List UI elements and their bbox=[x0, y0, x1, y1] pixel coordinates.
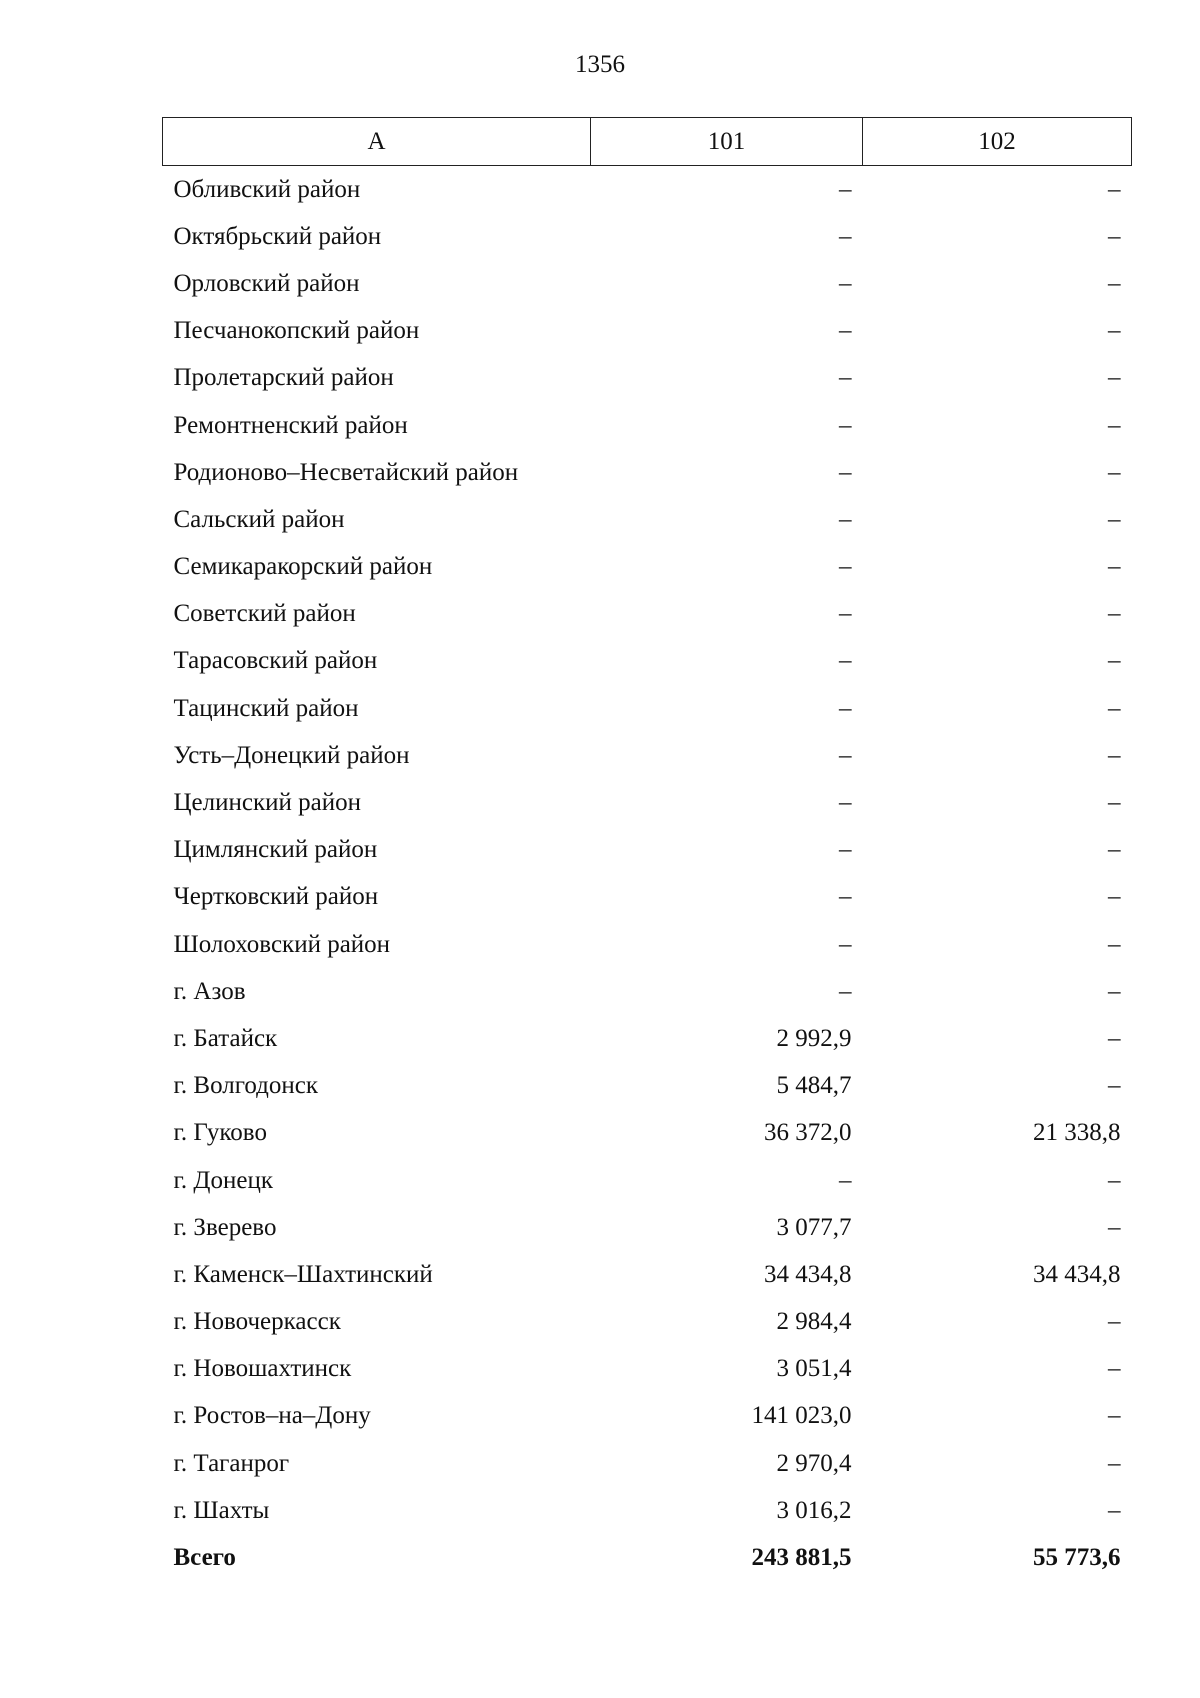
row-name: г. Гуково bbox=[173, 1119, 267, 1147]
header-column-a: А bbox=[163, 118, 591, 166]
total-row bbox=[163, 1534, 1132, 1581]
row-value-101: – bbox=[839, 741, 852, 769]
row-value-101: 5 484,7 bbox=[776, 1072, 852, 1100]
row-value-102: – bbox=[1108, 694, 1121, 722]
row-value-101: 3 077,7 bbox=[776, 1213, 852, 1241]
total-value-101: 243 881,5 bbox=[751, 1544, 852, 1572]
row-value-101: 141 023,0 bbox=[751, 1402, 852, 1430]
table-row bbox=[163, 1251, 1132, 1298]
row-value-101: 36 372,0 bbox=[764, 1119, 852, 1147]
row-value-102: – bbox=[1108, 1166, 1121, 1194]
table-body bbox=[163, 166, 1132, 1582]
row-name: г. Донецк bbox=[173, 1166, 273, 1194]
row-value-102: – bbox=[1108, 1308, 1121, 1336]
row-value-102: – bbox=[1108, 505, 1121, 533]
row-value-101: – bbox=[839, 364, 852, 392]
row-value-101: – bbox=[839, 269, 852, 297]
row-name: Родионово–Несветайский район bbox=[173, 458, 519, 486]
row-value-102: – bbox=[1108, 1402, 1121, 1430]
row-value-102: – bbox=[1108, 411, 1121, 439]
row-value-102: – bbox=[1108, 600, 1121, 628]
row-name: Шолоховский район bbox=[173, 930, 391, 958]
row-name: Ремонтненский район bbox=[173, 411, 408, 439]
row-value-101: – bbox=[839, 553, 852, 581]
row-value-101: 2 970,4 bbox=[776, 1449, 852, 1477]
table-row bbox=[163, 1346, 1132, 1393]
row-value-101: – bbox=[839, 789, 852, 817]
row-value-101: 2 984,4 bbox=[776, 1308, 852, 1336]
row-name: Орловский район bbox=[173, 269, 360, 297]
row-value-101: – bbox=[839, 883, 852, 911]
table-row bbox=[163, 355, 1132, 402]
row-value-102: – bbox=[1108, 977, 1121, 1005]
table-row bbox=[163, 638, 1132, 685]
row-value-101: – bbox=[839, 836, 852, 864]
header-column-102: 102 bbox=[863, 118, 1132, 166]
row-value-101: – bbox=[839, 222, 852, 250]
row-value-102: – bbox=[1108, 1072, 1121, 1100]
row-value-101: – bbox=[839, 647, 852, 675]
row-value-101: – bbox=[839, 505, 852, 533]
row-name: г. Волгодонск bbox=[173, 1072, 319, 1100]
row-name: Обливский район bbox=[173, 175, 361, 203]
row-value-102: – bbox=[1108, 930, 1121, 958]
row-value-102: – bbox=[1108, 269, 1121, 297]
row-name: Семикаракорский район bbox=[173, 553, 433, 581]
page-number: 1356 bbox=[575, 51, 625, 78]
table-row bbox=[163, 260, 1132, 307]
row-value-102: – bbox=[1108, 317, 1121, 345]
header-row bbox=[163, 118, 1132, 166]
row-value-101: 34 434,8 bbox=[764, 1260, 852, 1288]
row-name: г. Новочеркасск bbox=[173, 1308, 341, 1336]
table-row bbox=[163, 1063, 1132, 1110]
table-row bbox=[163, 308, 1132, 355]
table-row bbox=[163, 213, 1132, 260]
row-value-101: 2 992,9 bbox=[776, 1024, 852, 1052]
row-value-102: – bbox=[1108, 1024, 1121, 1052]
budget-table-container bbox=[162, 117, 1131, 1582]
row-name: Пролетарский район bbox=[173, 364, 394, 392]
table-row bbox=[163, 402, 1132, 449]
row-value-102: – bbox=[1108, 364, 1121, 392]
row-value-102: – bbox=[1108, 883, 1121, 911]
row-value-101: 3 016,2 bbox=[776, 1496, 852, 1524]
table-row bbox=[163, 591, 1132, 638]
row-value-102: – bbox=[1108, 647, 1121, 675]
row-name: г. Каменск–Шахтинский bbox=[173, 1260, 433, 1288]
table-row bbox=[163, 1204, 1132, 1251]
row-value-102: 21 338,8 bbox=[1033, 1119, 1121, 1147]
row-value-102: – bbox=[1108, 175, 1121, 203]
row-value-101: – bbox=[839, 930, 852, 958]
table-row bbox=[163, 1393, 1132, 1440]
table-row bbox=[163, 166, 1132, 214]
row-name: г. Шахты bbox=[173, 1496, 270, 1524]
row-name: Тарасовский район bbox=[173, 647, 378, 675]
row-name: Песчанокопский район bbox=[173, 317, 420, 345]
row-name: г. Таганрог bbox=[173, 1449, 290, 1477]
row-value-101: – bbox=[839, 977, 852, 1005]
row-value-102: – bbox=[1108, 553, 1121, 581]
header-column-101: 101 bbox=[591, 118, 863, 166]
table-header bbox=[163, 118, 1132, 166]
table-row bbox=[163, 544, 1132, 591]
row-value-102: – bbox=[1108, 1355, 1121, 1383]
row-value-102: – bbox=[1108, 222, 1121, 250]
row-name: Усть–Донецкий район bbox=[173, 741, 410, 769]
row-value-102: – bbox=[1108, 458, 1121, 486]
row-value-102: – bbox=[1108, 789, 1121, 817]
row-name: Тацинский район bbox=[173, 694, 359, 722]
row-value-102: – bbox=[1108, 1496, 1121, 1524]
row-value-102: – bbox=[1108, 741, 1121, 769]
table-row bbox=[163, 1299, 1132, 1346]
row-value-101: 3 051,4 bbox=[776, 1355, 852, 1383]
table-row bbox=[163, 921, 1132, 968]
row-value-101: – bbox=[839, 175, 852, 203]
table-row bbox=[163, 449, 1132, 496]
table-row bbox=[163, 779, 1132, 826]
row-value-101: – bbox=[839, 1166, 852, 1194]
table-row bbox=[163, 1487, 1132, 1534]
table-row bbox=[163, 874, 1132, 921]
row-value-102: – bbox=[1108, 1213, 1121, 1241]
table-row bbox=[163, 1440, 1132, 1487]
row-value-101: – bbox=[839, 411, 852, 439]
row-value-101: – bbox=[839, 600, 852, 628]
row-value-101: – bbox=[839, 317, 852, 345]
row-name: Советский район bbox=[173, 600, 356, 628]
row-name: Октябрьский район bbox=[173, 222, 382, 250]
total-value-102: 55 773,6 bbox=[1033, 1544, 1121, 1572]
table-row bbox=[163, 1015, 1132, 1062]
row-value-102: – bbox=[1108, 1449, 1121, 1477]
row-name: г. Азов bbox=[173, 977, 246, 1005]
table-row bbox=[163, 968, 1132, 1015]
row-name: г. Новошахтинск bbox=[173, 1355, 352, 1383]
row-name: г. Батайск bbox=[173, 1024, 278, 1052]
total-label: Всего bbox=[173, 1544, 236, 1572]
budget-table bbox=[162, 117, 1132, 1582]
table-row bbox=[163, 685, 1132, 732]
row-name: Целинский район bbox=[173, 789, 361, 817]
row-value-102: – bbox=[1108, 836, 1121, 864]
row-value-101: – bbox=[839, 694, 852, 722]
table-row bbox=[163, 1157, 1132, 1204]
table-row bbox=[163, 732, 1132, 779]
row-name: г. Ростов–на–Дону bbox=[173, 1402, 371, 1430]
row-value-101: – bbox=[839, 458, 852, 486]
row-name: г. Зверево bbox=[173, 1213, 277, 1241]
table-row bbox=[163, 827, 1132, 874]
table-row bbox=[163, 1110, 1132, 1157]
table-row bbox=[163, 496, 1132, 543]
row-value-102: 34 434,8 bbox=[1033, 1260, 1121, 1288]
row-name: Сальский район bbox=[173, 505, 345, 533]
row-name: Чертковский район bbox=[173, 883, 379, 911]
row-name: Цимлянский район bbox=[173, 836, 378, 864]
